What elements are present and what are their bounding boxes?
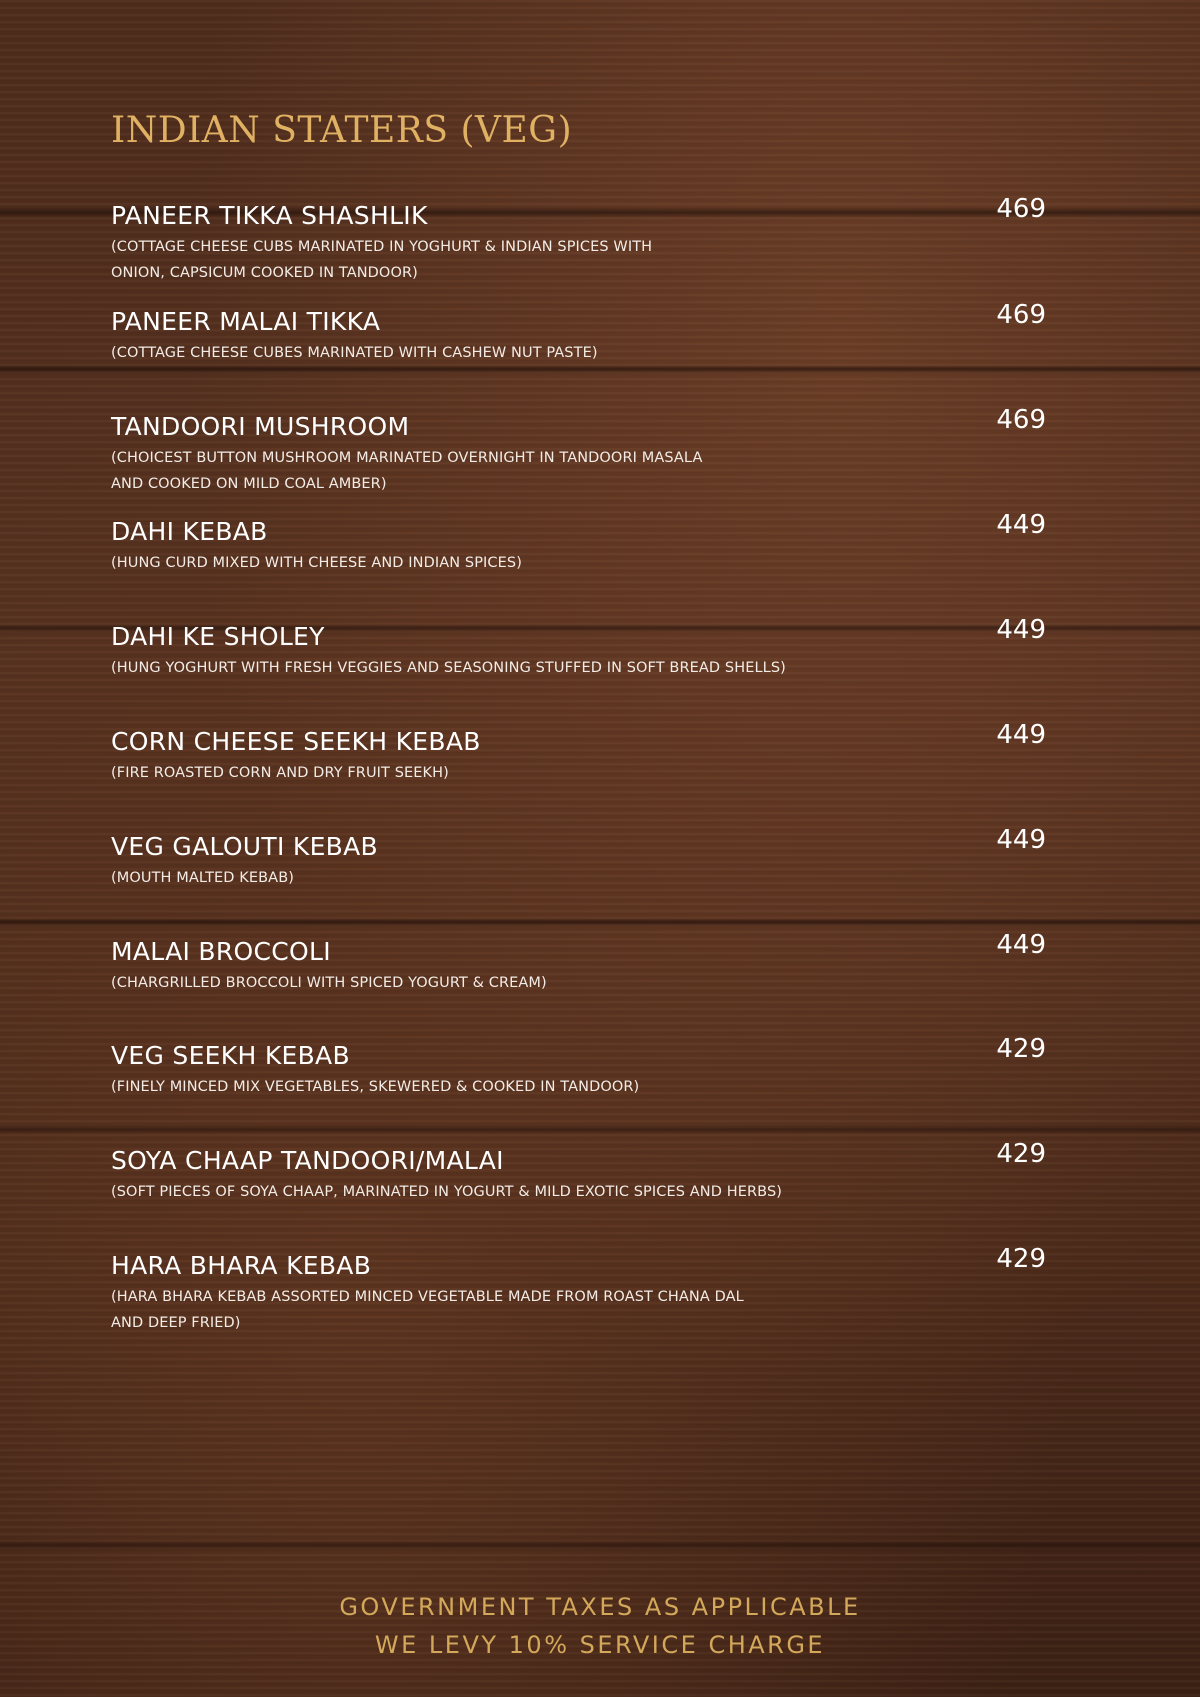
item-name: PANEER TIKKA SHASHLIK	[111, 201, 428, 230]
item-name: TANDOORI MUSHROOM	[111, 412, 410, 441]
item-description: (COTTAGE CHEESE CUBS MARINATED IN YOGHURT & INDIAN SPICES WITH ONION, CAPSICUM COOKED IN TANDOOR)	[111, 239, 653, 281]
item-name: MALAI BROCCOLI	[111, 937, 331, 966]
item-price: 469	[996, 300, 1046, 330]
item-price: 469	[996, 194, 1046, 224]
item-description: (CHOICEST BUTTON MUSHROOM MARINATED OVERNIGHT IN TANDOORI MASALA AND COOKED ON MILD COAL AMBER)	[111, 450, 703, 492]
item-name: VEG GALOUTI KEBAB	[111, 832, 378, 861]
item-price: 449	[996, 825, 1046, 855]
footer-tax-note: GOVERNMENT TAXES AS APPLICABLE	[339, 1593, 861, 1621]
item-price: 449	[996, 510, 1046, 540]
item-description: (HARA BHARA KEBAB ASSORTED MINCED VEGETABLE MADE FROM ROAST CHANA DAL AND DEEP FRIED)	[111, 1289, 744, 1331]
menu-item	[111, 300, 1071, 366]
item-name: DAHI KE SHOLEY	[111, 622, 325, 651]
section-title: INDIAN STATERS (VEG)	[111, 110, 573, 151]
menu-item	[111, 930, 1071, 996]
item-description: (SOFT PIECES OF SOYA CHAAP, MARINATED IN YOGURT & MILD EXOTIC SPICES AND HERBS)	[111, 1184, 783, 1200]
item-description: (CHARGRILLED BROCCOLI WITH SPICED YOGURT & CREAM)	[111, 975, 547, 991]
item-description: (HUNG CURD MIXED WITH CHEESE AND INDIAN SPICES)	[111, 555, 522, 571]
item-description: (HUNG YOGHURT WITH FRESH VEGGIES AND SEASONING STUFFED IN SOFT BREAD SHELLS)	[111, 660, 786, 676]
item-description: (FIRE ROASTED CORN AND DRY FRUIT SEEKH)	[111, 765, 449, 781]
menu-item	[111, 825, 1071, 891]
item-price: 449	[996, 930, 1046, 960]
menu-item	[111, 510, 1071, 576]
item-name: CORN CHEESE SEEKH KEBAB	[111, 727, 481, 756]
item-name: VEG SEEKH KEBAB	[111, 1041, 350, 1070]
menu-item	[111, 615, 1071, 681]
menu-item	[111, 1244, 1071, 1336]
item-price: 449	[996, 720, 1046, 750]
item-price: 449	[996, 615, 1046, 645]
menu-item	[111, 720, 1071, 786]
item-name: HARA BHARA KEBAB	[111, 1251, 372, 1280]
item-description: (FINELY MINCED MIX VEGETABLES, SKEWERED & COOKED IN TANDOOR)	[111, 1079, 640, 1095]
item-price: 429	[996, 1244, 1046, 1274]
item-name: PANEER MALAI TIKKA	[111, 307, 381, 336]
item-price: 469	[996, 405, 1046, 435]
item-description: (COTTAGE CHEESE CUBES MARINATED WITH CASHEW NUT PASTE)	[111, 345, 598, 361]
item-price: 429	[996, 1139, 1046, 1169]
item-price: 429	[996, 1034, 1046, 1064]
item-description: (MOUTH MALTED KEBAB)	[111, 870, 295, 886]
item-name: SOYA CHAAP TANDOORI/MALAI	[111, 1146, 504, 1175]
menu-item	[111, 405, 1071, 497]
item-name: DAHI KEBAB	[111, 517, 268, 546]
menu-item	[111, 1139, 1071, 1205]
footer-service-charge-note: WE LEVY 10% SERVICE CHARGE	[374, 1631, 826, 1659]
menu-item	[111, 194, 1071, 286]
menu-item	[111, 1034, 1071, 1100]
